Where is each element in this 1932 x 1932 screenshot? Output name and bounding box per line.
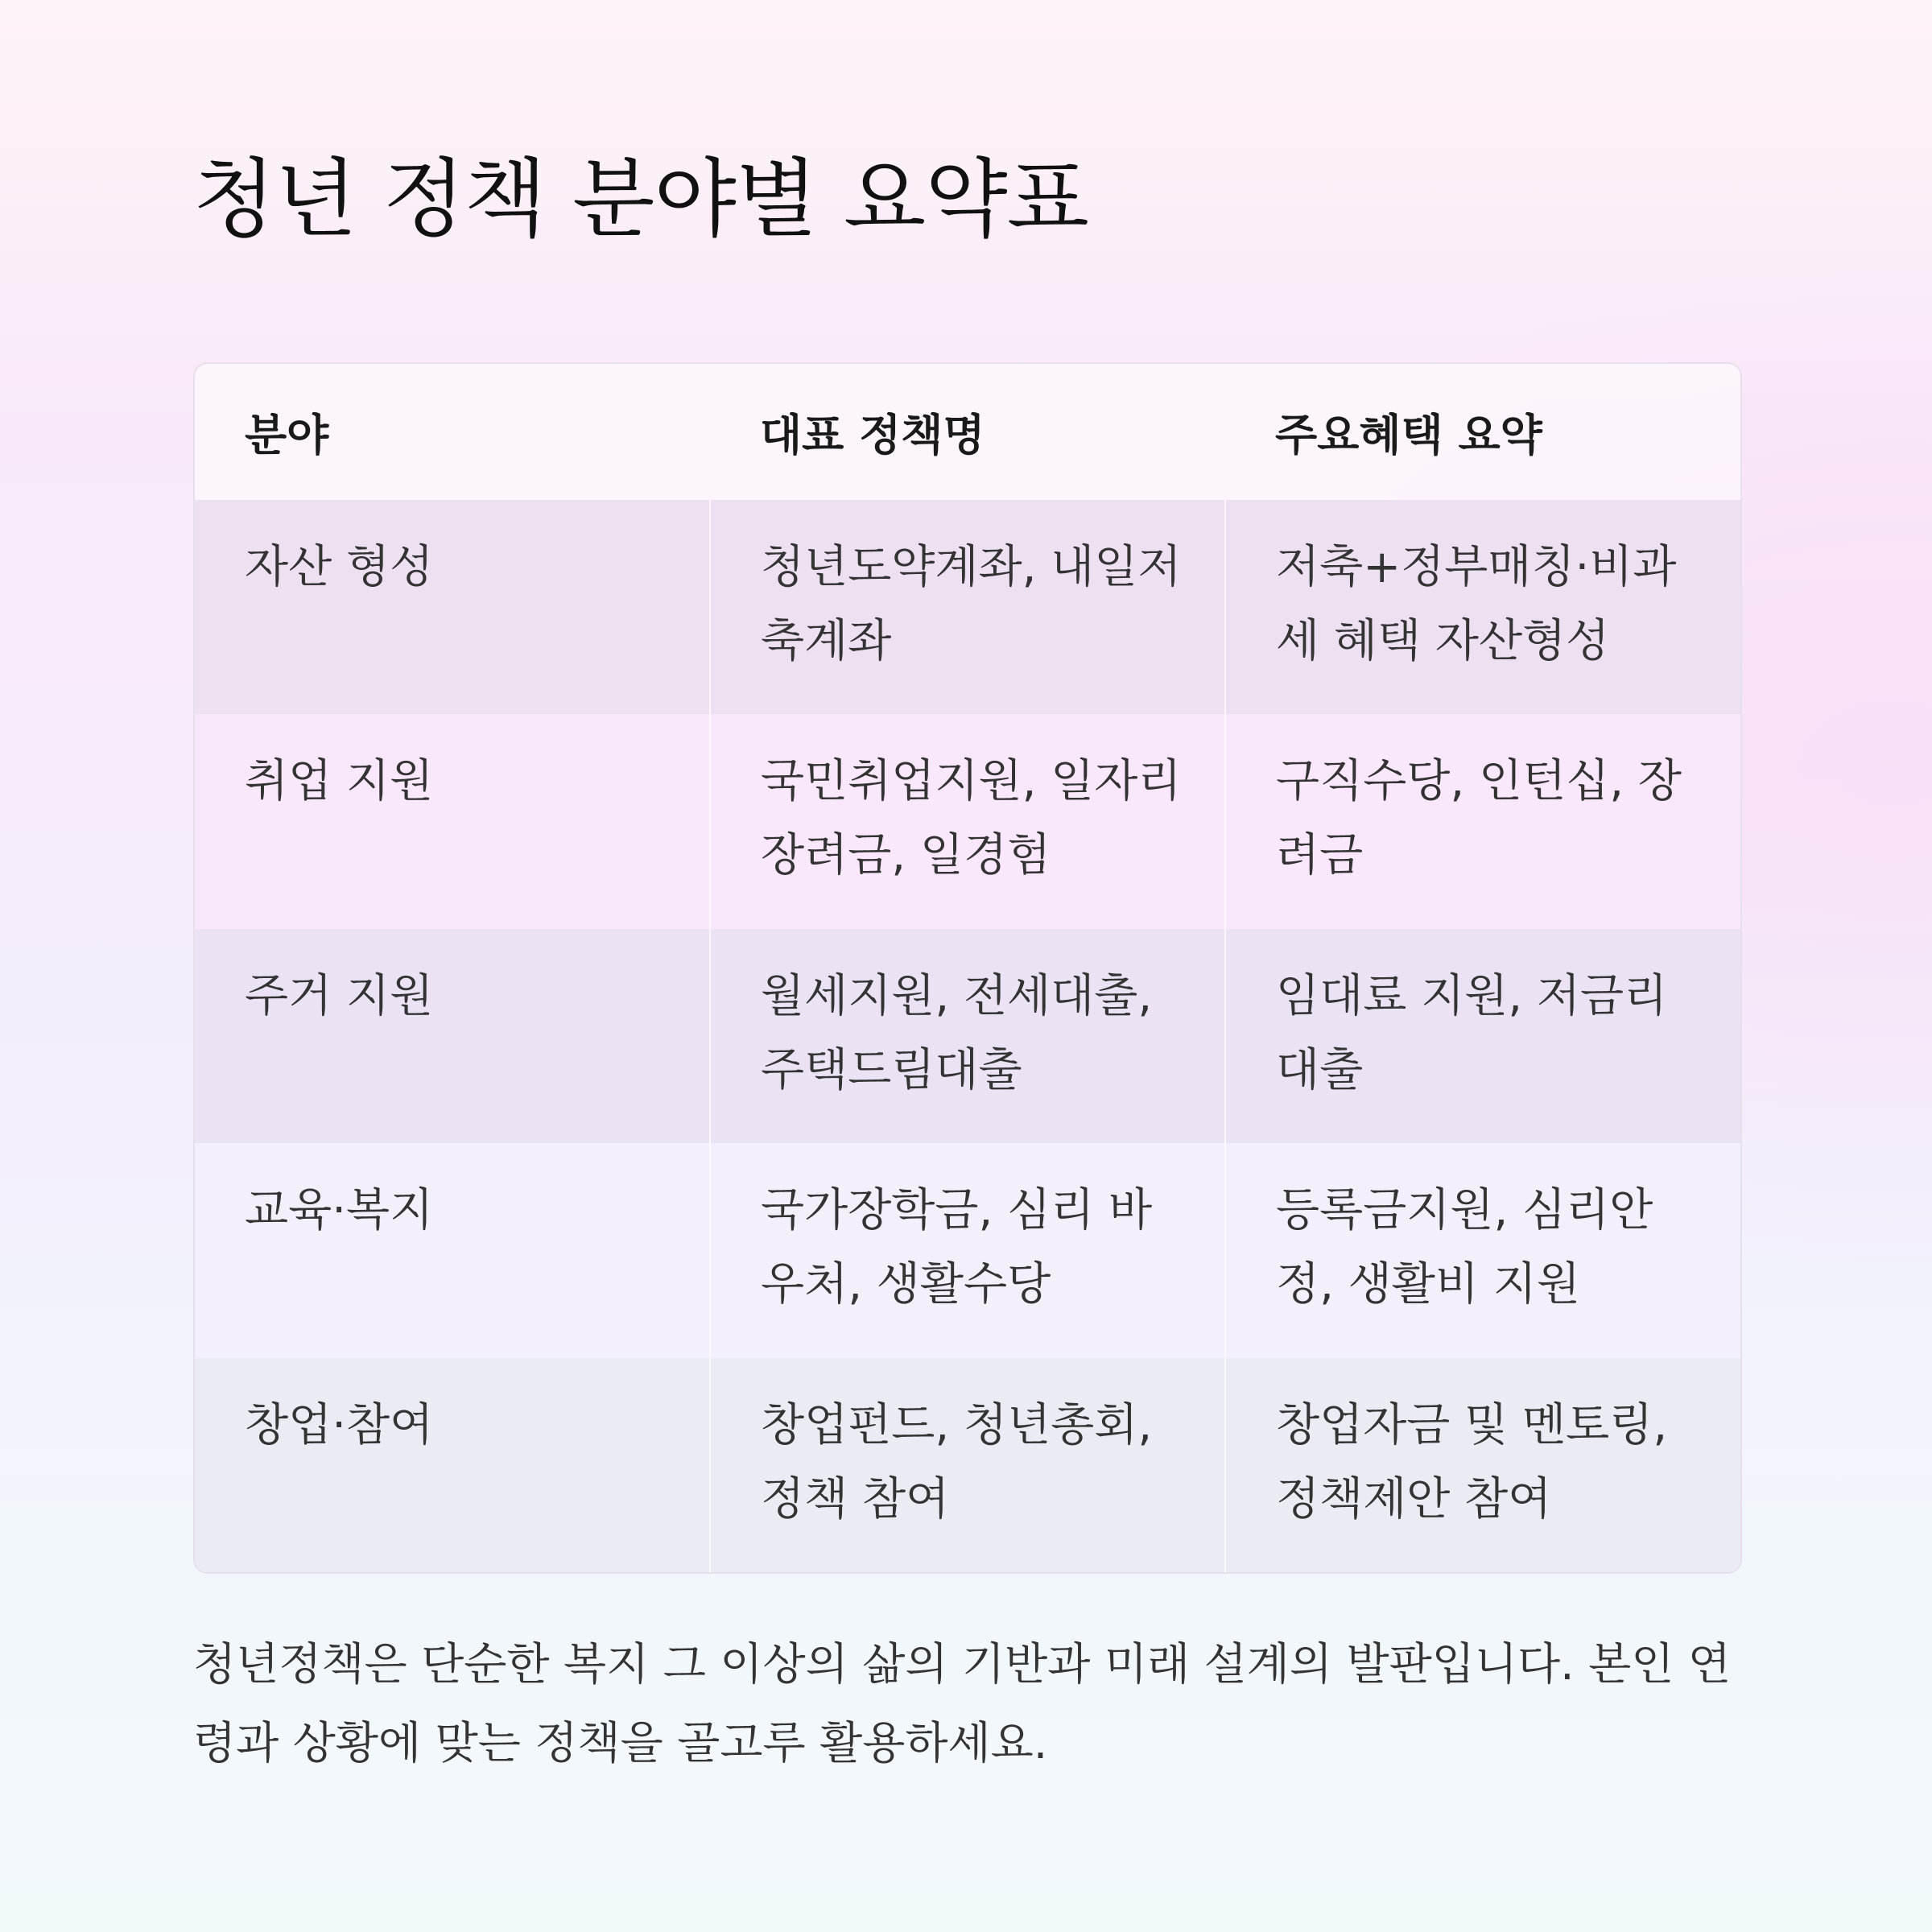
cell-field: 자산 형성 (245, 541, 434, 593)
table-row (195, 1358, 1740, 1572)
table-row (195, 500, 1740, 714)
policy-summary-table (195, 364, 1740, 1572)
table-header-row (195, 364, 1740, 500)
cell-policy-name: 국민취업지원, 일자리장려금, 일경험 (710, 714, 1225, 928)
footnote-text: 청년정책은 단순한 복지 그 이상의 삶의 기반과 미래 설계의 발판입니다. 본인 연령과 상황에 맞는 정책을 골고루 활용하세요. (193, 1638, 1731, 1769)
header-policy-name: 대표 정책명 (760, 410, 985, 460)
cell-benefit-summary: 등록금지원, 심리안정, 생활비 지원 (1225, 1143, 1740, 1357)
table-row (195, 929, 1740, 1143)
header-field: 분야 (245, 410, 329, 460)
cell-benefit-summary: 창업자금 및 멘토링, 정책제안 참여 (1225, 1358, 1740, 1572)
cell-policy-name: 창업펀드, 청년총회, 정책 참여 (710, 1358, 1225, 1572)
cell-policy-name: 국가장학금, 심리 바우처, 생활수당 (710, 1143, 1225, 1357)
cell-field: 취업 지원 (245, 755, 434, 808)
header-benefit-summary: 주요혜택 요약 (1275, 410, 1542, 460)
page-title: 청년 정책 분야별 요약표 (193, 150, 1089, 249)
cell-field: 교육·복지 (245, 1184, 434, 1237)
cell-policy-name: 월세지원, 전세대출, 주택드림대출 (710, 929, 1225, 1143)
policy-summary-table-card (193, 362, 1742, 1574)
cell-field: 창업·참여 (245, 1398, 434, 1451)
cell-benefit-summary: 임대료 지원, 저금리 대출 (1225, 929, 1740, 1143)
cell-policy-name: 청년도약계좌, 내일저축계좌 (710, 500, 1225, 714)
table-row (195, 1143, 1740, 1357)
cell-benefit-summary: 저축+정부매칭·비과세 혜택 자산형성 (1225, 500, 1740, 714)
cell-benefit-summary: 구직수당, 인턴십, 장려금 (1225, 714, 1740, 928)
cell-field: 주거 지원 (245, 969, 434, 1022)
table-row (195, 714, 1740, 928)
